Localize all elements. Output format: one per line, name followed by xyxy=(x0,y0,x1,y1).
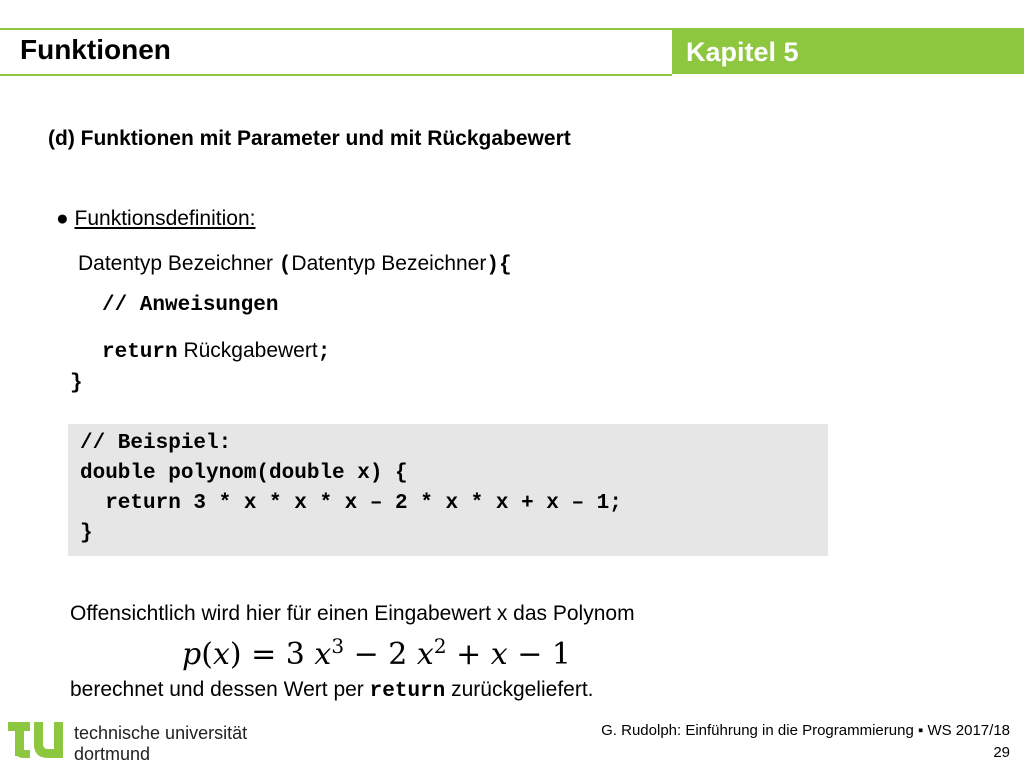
footer-credit: G. Rudolph: Einführung in die Programmierung ▪ WS 2017/18 xyxy=(601,722,1010,739)
signature-part-2: Datentyp Bezeichner xyxy=(291,252,487,275)
slide-title: Funktionen xyxy=(20,34,171,65)
explanation-text-2-b: zurückgeliefert. xyxy=(445,678,594,701)
formula-paren: ( xyxy=(201,637,213,672)
code-line: return 3 * x * x * x – 2 * x * x + x – 1; xyxy=(80,492,622,515)
title-underline xyxy=(0,74,672,76)
code-line: } xyxy=(80,522,93,545)
code-line: // Beispiel: xyxy=(80,432,232,455)
definition-label: Funktionsdefinition: xyxy=(74,207,256,230)
definition-signature xyxy=(78,252,512,277)
return-value-text: Rückgabewert xyxy=(177,339,318,362)
formula-term: − 2 xyxy=(344,637,417,672)
definition-return-line xyxy=(102,339,330,364)
definition-comment: // Anweisungen xyxy=(102,294,279,317)
formula-x: x xyxy=(490,637,508,672)
code-example-box xyxy=(68,424,828,556)
return-semicolon: ; xyxy=(317,341,331,364)
section-heading: (d) Funktionen mit Parameter und mit Rückgabewert xyxy=(48,127,571,150)
signature-paren-open: ( xyxy=(278,254,292,277)
definition-closing-brace: } xyxy=(70,372,83,395)
formula-paren: ) xyxy=(229,637,242,672)
definition-bullet-line xyxy=(56,207,255,231)
polynomial-formula xyxy=(182,634,571,672)
signature-part-1: Datentyp Bezeichner xyxy=(78,252,279,275)
formula-exponent: 2 xyxy=(433,634,447,658)
bullet-icon: ● xyxy=(56,207,69,230)
formula-term: − 1 xyxy=(507,637,572,672)
chapter-badge xyxy=(672,30,1024,74)
formula-x: x xyxy=(416,637,434,672)
formula-term: + xyxy=(446,637,491,672)
formula-p: p xyxy=(182,637,202,672)
formula-x: x xyxy=(212,637,230,672)
chapter-label: Kapitel 5 xyxy=(686,37,799,67)
return-keyword-inline: return xyxy=(369,680,446,703)
code-line: double polynom(double x) { xyxy=(80,462,408,485)
signature-brace: ){ xyxy=(486,254,512,277)
university-name-line-2: dortmund xyxy=(74,744,151,764)
university-name-line-1: technische universität xyxy=(74,723,248,743)
explanation-text-2-a: berechnet und dessen Wert per xyxy=(70,678,370,701)
formula-x: x xyxy=(314,637,332,672)
explanation-text-2 xyxy=(70,678,594,703)
explanation-text-1: Offensichtlich wird hier für einen Eingabewert x das Polynom xyxy=(70,602,635,625)
formula-exponent: 3 xyxy=(331,634,345,658)
page-number: 29 xyxy=(993,744,1010,761)
formula-eq: = 3 xyxy=(241,637,315,672)
return-keyword: return xyxy=(102,341,178,364)
tu-logo-icon xyxy=(4,714,66,764)
